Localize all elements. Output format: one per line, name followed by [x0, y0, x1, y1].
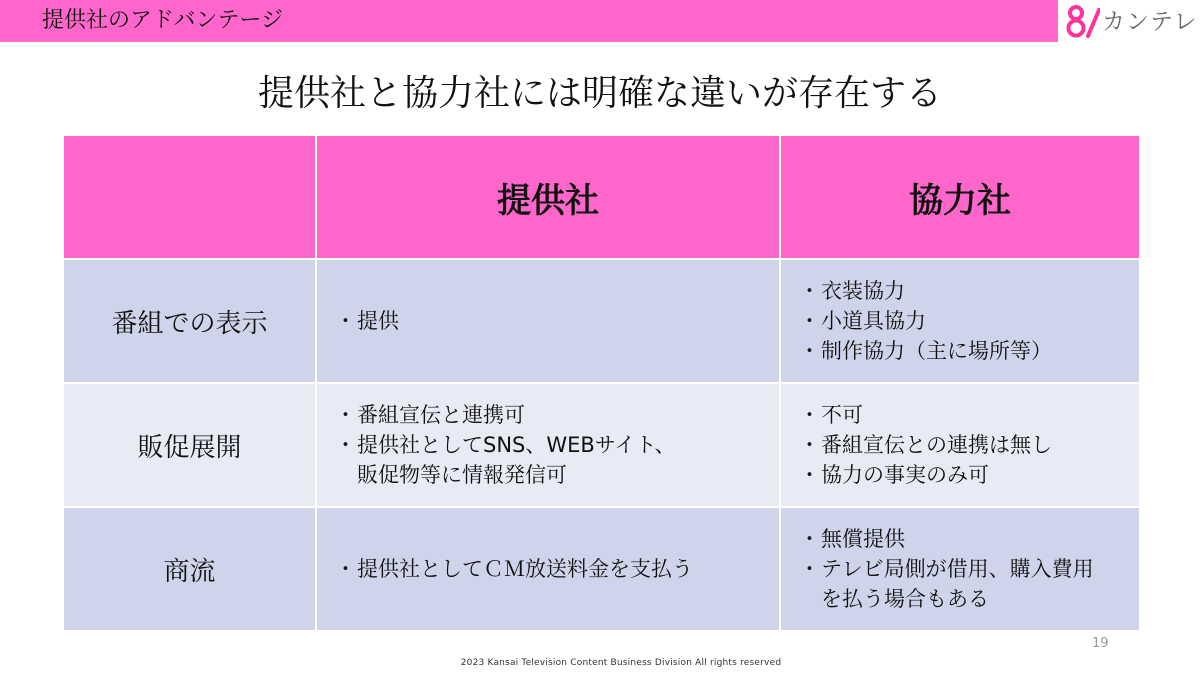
- row-label-commerce: 商流: [63, 507, 316, 631]
- cell-sponsor-promotion: [316, 383, 780, 507]
- column-header-cooperator: 協力社: [780, 135, 1140, 259]
- list-item: ・ 提供社としてＣＭ放送料金を支払う: [335, 554, 779, 584]
- list-item: ・ 番組宣伝との連携は無し: [799, 430, 1139, 460]
- list-item: ・ 協力の事実のみ可: [799, 460, 1139, 490]
- column-header-sponsor: 提供社: [316, 135, 780, 259]
- cell-cooperator-promotion: [780, 383, 1140, 507]
- list-item: ・ 提供: [335, 306, 779, 336]
- row-label-promotion: 販促展開: [63, 383, 316, 507]
- kantele-8-icon: [1066, 4, 1100, 40]
- header-empty-cell: [63, 135, 316, 259]
- page-number: 19: [1092, 636, 1109, 651]
- cell-cooperator-display: [780, 259, 1140, 383]
- copyright-footer: 2023 Kansai Television Content Business Division All rights reserved: [460, 658, 782, 668]
- comparison-table: [62, 134, 1141, 632]
- row-label-display: 番組での表示: [63, 259, 316, 383]
- list-item: ・ 番組宣伝と連携可: [335, 400, 689, 430]
- list-item: ・ テレビ局側が借用、購入費用を払う場合もある: [799, 554, 1099, 614]
- table-row-promotion: [63, 383, 1140, 507]
- cell-sponsor-commerce: [316, 507, 780, 631]
- list-item: ・ 無償提供: [799, 524, 1099, 554]
- logo-text: カンテレ: [1102, 9, 1198, 35]
- list-item: ・ 提供社としてSNS、WEBサイト、販促物等に情報発信可: [335, 430, 689, 490]
- cell-sponsor-display: [316, 259, 780, 383]
- list-item: ・ 制作協力（主に場所等）: [799, 336, 1139, 366]
- table-row-commerce: [63, 507, 1140, 631]
- list-item: ・ 小道具協力: [799, 306, 1139, 336]
- header-title: 提供社のアドバンテージ: [42, 8, 284, 33]
- list-item: ・ 衣装協力: [799, 276, 1139, 306]
- table-row-display: [63, 259, 1140, 383]
- cell-cooperator-commerce: [780, 507, 1140, 631]
- list-item: ・ 不可: [799, 400, 1139, 430]
- header-bar: [0, 0, 1058, 42]
- kantele-logo: [1066, 4, 1198, 40]
- table-header-row: [63, 135, 1140, 259]
- slide-title: 提供社と協力社には明確な違いが存在する: [257, 73, 942, 114]
